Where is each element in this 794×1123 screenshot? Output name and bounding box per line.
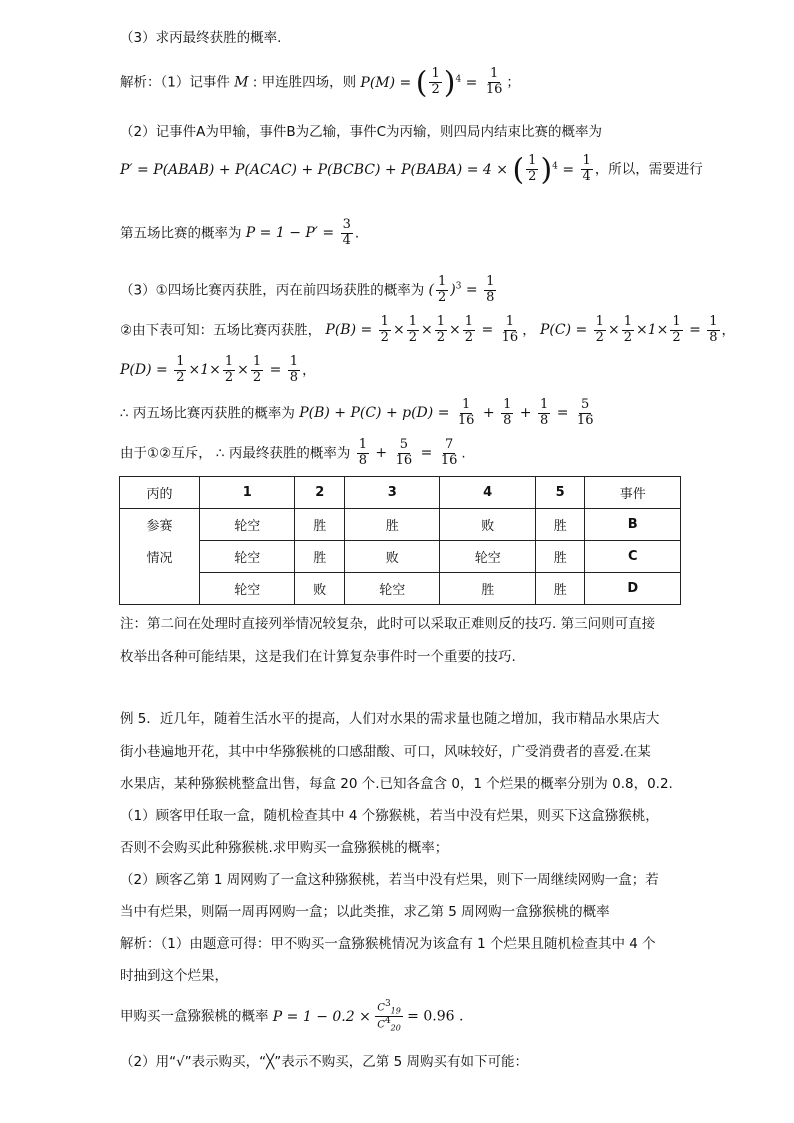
sol3-line1-text: （3）①四场比赛丙获胜，丙在前四场获胜的概率为 <box>120 282 425 299</box>
example5-line2: 街小巷遍地开花，其中中华猕猴桃的口感甜酸、可口，风味较好，广受消费者的喜爱.在某 <box>120 744 651 760</box>
table-cell: B <box>585 509 681 541</box>
table-cell: 胜 <box>535 509 585 541</box>
example5-line6: （2）顾客乙第 1 周网购了一盒这种猕猴桃，若当中没有烂果，则下一周继续网购一盒；若 <box>120 872 659 888</box>
sol1-mid: 甲连胜四场，则 <box>261 74 357 91</box>
sol2-tail: ，所以，需要进行 <box>594 161 703 178</box>
outcome-table <box>119 476 681 605</box>
sol1-formula: P(M) = ( $\frac{1}{2}$ )$^4$ = $\frac{1}{16}$ <box>360 65 503 100</box>
note-line2: 枚举出各种可能结果，这是我们在计算复杂事件时一个重要的技巧. <box>120 649 516 665</box>
sol1-event-m: M <box>234 74 249 91</box>
example5-line4: （1）顾客甲任取一盒，随机检查其中 4 个猕猴桃，若当中没有烂果，则买下这盒猕猴桃， <box>120 808 659 824</box>
ex5-line10-prefix: 甲购买一盒猕猴桃的概率 <box>120 1008 269 1025</box>
example5-line7: 当中有烂果，则隔一周再网购一盒；以此类推，求乙第 5 周网购一盒猕猴桃的概率 <box>120 904 610 920</box>
sol3-line2-text: ②由下表可知：五场比赛丙获胜， <box>120 322 322 339</box>
table-cell: 3 <box>345 477 440 509</box>
example5-line5: 否则不会购买此种猕猴桃.求甲购买一盒猕猴桃的概率； <box>120 840 449 856</box>
solution-part3-line1 <box>120 275 498 306</box>
solution-part2-line1: （2）记事件A为甲输，事件B为乙输，事件C为丙输，则四局内结束比赛的概率为 <box>120 124 603 140</box>
table-cell: 轮空 <box>200 573 295 605</box>
table-cell: 参赛 <box>120 509 200 541</box>
table-cell: 轮空 <box>345 573 440 605</box>
sol3-formula1: ( $\frac{1}{2}$ )$^3$ = $\frac{1}{8}$ <box>428 274 495 305</box>
example5-line9: 时抽到这个烂果， <box>120 968 228 984</box>
table-cell: 胜 <box>535 541 585 573</box>
sol3-line5b: ∴ 丙最终获胜的概率为 <box>216 445 351 462</box>
table-cell: 2 <box>295 477 345 509</box>
table-cell: 情况 <box>120 541 200 573</box>
solution-part3-line2: ②由下表可知：五场比赛丙获胜， P(B) = $\frac{1}{2}$ × $\frac{1}{2}$ × $\frac{1}{2}$ × $\frac{1}{2}$ = $\frac{1}{16}$ ， P(C) = $\frac{1}{2}$ × $\frac{1}{2}$ ×1× $\frac{1}{2}$ = $\frac{1}{8}$ ， <box>120 314 736 345</box>
sol2-line3-prefix: 第五场比赛的概率为 <box>120 225 242 242</box>
q3-heading: （3）求丙最终获胜的概率. <box>120 30 282 46</box>
table-cell: C <box>585 541 681 573</box>
sol2-formula: P′ = P(ABAB) + P(ACAC) + P(BCBC) + P(BABA) = 4 × ( $\frac{1}{2}$ )$^4$ = $\frac{1}{4}$ <box>120 152 591 187</box>
table-cell: 胜 <box>295 509 345 541</box>
table-cell: 败 <box>345 541 440 573</box>
sol1-prefix: 解析：（1）记事件 <box>120 74 230 91</box>
sol3-final: $\frac{1}{8}$ + $\frac{5}{16}$ = $\frac{7}{16}$ <box>358 437 458 468</box>
table-row <box>120 541 681 573</box>
sol2-formula2: P = 1 − P′ = $\frac{3}{4}$ <box>245 217 351 248</box>
table-cell: 胜 <box>535 573 585 605</box>
sol3-pd: P(D) = $\frac{1}{2}$ ×1× $\frac{1}{2}$ × $\frac{1}{2}$ = $\frac{1}{8}$ <box>120 354 299 385</box>
sol3-line5a: 由于①②互斥， <box>120 445 212 462</box>
table-cell: 胜 <box>345 509 440 541</box>
table-cell <box>120 573 200 605</box>
sol3-pc: P(C) = $\frac{1}{2}$ × $\frac{1}{2}$ ×1× $\frac{1}{2}$ = $\frac{1}{8}$ <box>539 314 718 345</box>
solution-part3-line5: 由于①②互斥， ∴ 丙最终获胜的概率为 $\frac{1}{8}$ + $\frac{5}{16}$ = $\frac{7}{16}$ . <box>120 437 466 468</box>
example5-line8: 解析：（1）由题意可得：甲不购买一盒猕猴桃情况为该盒有 1 个烂果且随机检查其中 4 个 <box>120 936 656 952</box>
ex5-line10-result: = 0.96 . <box>407 1008 464 1025</box>
example5-line1: 例 5．近几年，随着生活水平的提高，人们对水果的需求量也随之增加，我市精品水果店大 <box>120 711 660 727</box>
table-cell: 轮空 <box>440 541 535 573</box>
table-cell: 5 <box>535 477 585 509</box>
sol3-sum: P(B) + P(C) + p(D) = $\frac{1}{16}$ + $\frac{1}{8}$ + $\frac{1}{8}$ = $\frac{5}{16}$ <box>299 397 594 428</box>
table-row <box>120 573 681 605</box>
table-cell: 轮空 <box>200 541 295 573</box>
sol1-end: ； <box>506 74 520 91</box>
table-header-row <box>120 477 681 509</box>
solution-part1: 解析：（1）记事件 M : 甲连胜四场，则 P(M) = ( $\frac{1}{2}$ )$^4$ = $\frac{1}{16}$ ； <box>120 65 520 100</box>
example5-line11: （2）用“√”表示购买，“╳”表示不购买，乙第 5 周购买有如下可能： <box>120 1054 528 1070</box>
example5-line10 <box>120 1000 463 1033</box>
solution-part3-line3: P(D) = $\frac{1}{2}$ ×1× $\frac{1}{2}$ × $\frac{1}{2}$ = $\frac{1}{8}$ ， <box>120 354 316 385</box>
ex5-prob-formula: P = 1 − 0.2 × $\frac{C^3_{19}}{C^4_{20}}$ <box>272 999 401 1033</box>
solution-part2-line2 <box>120 152 703 187</box>
table-cell: 4 <box>440 477 535 509</box>
example5-line3: 水果店，某种猕猴桃整盒出售，每盒 20 个.已知各盒含 0，1 个烂果的概率分别为 0.8，0.2. <box>120 776 673 792</box>
note-line1: 注：第二问在处理时直接列举情况较复杂，此时可以采取正难则反的技巧. 第三问则可直接 <box>120 616 656 632</box>
table-row <box>120 509 681 541</box>
table-cell: 1 <box>200 477 295 509</box>
table-cell: 轮空 <box>200 509 295 541</box>
table-cell: 败 <box>440 509 535 541</box>
table-cell: 胜 <box>295 541 345 573</box>
table-cell: 胜 <box>440 573 535 605</box>
table-cell: 丙的 <box>120 477 200 509</box>
table-cell: 事件 <box>585 477 681 509</box>
solution-part3-line4 <box>120 398 597 429</box>
table-cell: 败 <box>295 573 345 605</box>
sol3-pb: P(B) = $\frac{1}{2}$ × $\frac{1}{2}$ × $\frac{1}{2}$ × $\frac{1}{2}$ = $\frac{1}{16}$ <box>325 314 519 345</box>
solution-part2-line3: 第五场比赛的概率为 P = 1 − P′ = $\frac{3}{4}$ . <box>120 217 360 248</box>
sol3-line4-text: ∴ 丙五场比赛丙获胜的概率为 <box>120 405 295 422</box>
table-cell: D <box>585 573 681 605</box>
